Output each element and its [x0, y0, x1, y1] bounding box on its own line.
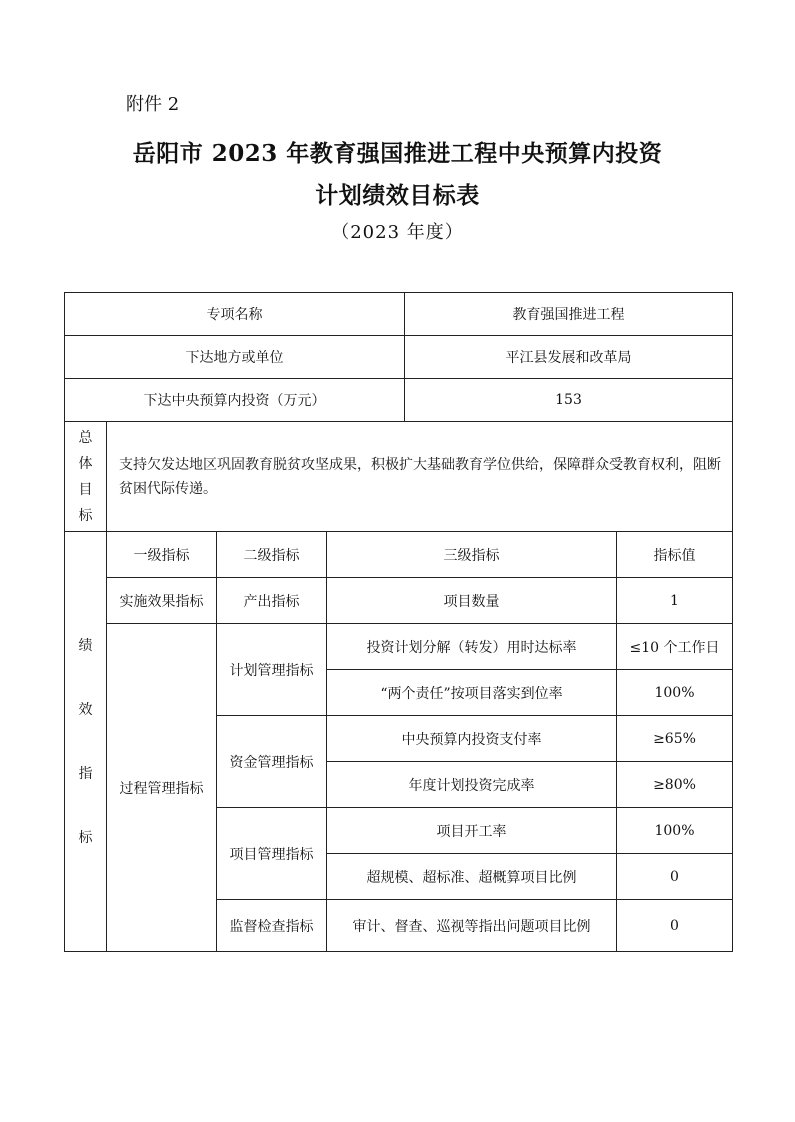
- value-cell: 100%: [617, 808, 733, 854]
- level2-cell: 产出指标: [217, 578, 327, 624]
- level2-cell: 项目管理指标: [217, 808, 327, 900]
- document-year: （2023 年度）: [331, 222, 464, 243]
- project-name-label: 专项名称: [65, 293, 405, 336]
- header-level3: 三级指标: [327, 532, 617, 578]
- level1-cell: 过程管理指标: [107, 624, 217, 952]
- level3-cell: 审计、督查、巡视等指出问题项目比例: [327, 900, 617, 952]
- investment-value: 153: [405, 379, 733, 422]
- value-cell: ≤10 个工作日: [617, 624, 733, 670]
- table-row: [65, 624, 733, 670]
- overall-goal-text: 支持欠发达地区巩固教育脱贫攻坚成果，积极扩大基础教育学位供给，保障群众受教育权利，阻断贫困代际传递。: [107, 422, 733, 532]
- level3-cell: 年度计划投资完成率: [327, 762, 617, 808]
- table-row: [65, 532, 733, 578]
- overall-goal-label: 总 体 目 标: [65, 422, 107, 532]
- level3-cell: 投资计划分解（转发）用时达标率: [327, 624, 617, 670]
- level3-cell: 项目数量: [327, 578, 617, 624]
- value-cell: 0: [617, 854, 733, 900]
- attachment-label: 附件 2: [126, 94, 180, 115]
- value-cell: 100%: [617, 670, 733, 716]
- level3-cell: “两个责任”按项目落实到位率: [327, 670, 617, 716]
- header-level1: 一级指标: [107, 532, 217, 578]
- header-level2: 二级指标: [217, 532, 327, 578]
- table-row: [65, 336, 733, 379]
- value-cell: 0: [617, 900, 733, 952]
- project-name-value: 教育强国推进工程: [405, 293, 733, 336]
- investment-label: 下达中央预算内投资（万元）: [65, 379, 405, 422]
- value-cell: ≥65%: [617, 716, 733, 762]
- indicators-label: 绩 效 指 标: [65, 532, 107, 952]
- level3-cell: 超规模、超标准、超概算项目比例: [327, 854, 617, 900]
- level2-cell: 资金管理指标: [217, 716, 327, 808]
- unit-value: 平江县发展和改革局: [405, 336, 733, 379]
- level1-cell: 实施效果指标: [107, 578, 217, 624]
- document-title-line1: 岳阳市 2023 年教育强国推进工程中央预算内投资: [132, 140, 663, 167]
- value-cell: ≥80%: [617, 762, 733, 808]
- table-row: [65, 379, 733, 422]
- level2-cell: 计划管理指标: [217, 624, 327, 716]
- level2-cell: 监督检查指标: [217, 900, 327, 952]
- level3-cell: 中央预算内投资支付率: [327, 716, 617, 762]
- table-row: [65, 422, 733, 532]
- level3-cell: 项目开工率: [327, 808, 617, 854]
- table-row: [65, 293, 733, 336]
- value-cell: 1: [617, 578, 733, 624]
- table-row: [65, 578, 733, 624]
- unit-label: 下达地方或单位: [65, 336, 405, 379]
- header-value: 指标值: [617, 532, 733, 578]
- performance-table: [64, 292, 733, 952]
- document-title-line2: 计划绩效目标表: [315, 182, 480, 209]
